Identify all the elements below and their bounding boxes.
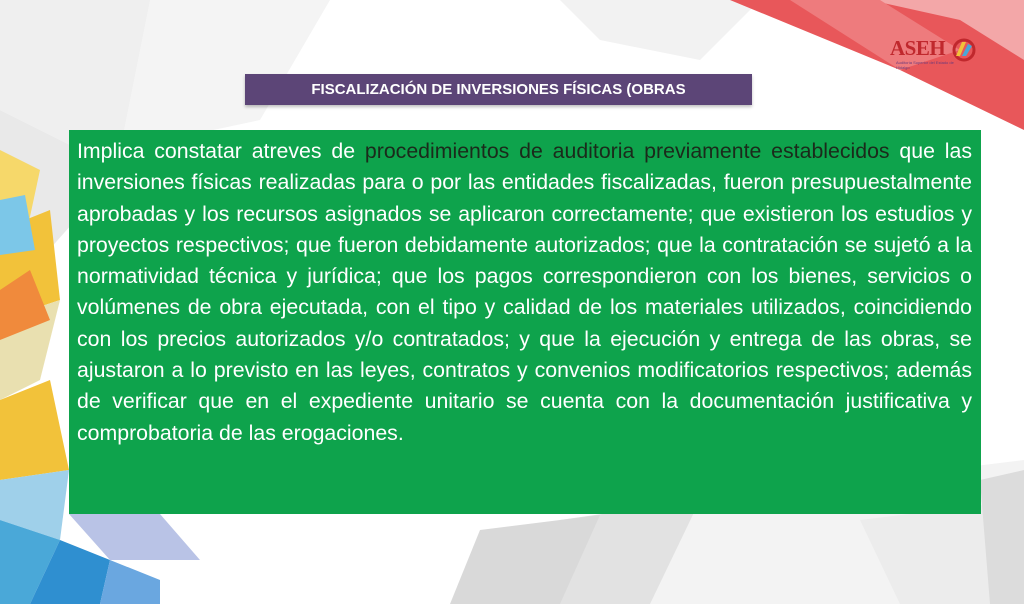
body-intro: Implica constatar atreves de xyxy=(77,139,365,163)
logo-subtitle: Auditoría Superior del Estado de Hidalgo xyxy=(896,60,954,70)
body-highlight: procedimientos de auditoria previamente establecidos xyxy=(364,139,890,163)
logo-name: ASEH xyxy=(890,36,946,60)
slide-title: FISCALIZACIÓN DE INVERSIONES FÍSICAS (OBRAS xyxy=(245,74,752,105)
aseh-logo xyxy=(890,36,990,80)
body-paragraph xyxy=(77,136,972,449)
body-rest: que las inversiones físicas realizadas para o por las entidades fiscalizadas, fueron presupuestalmente aprobadas y los recursos asignados se aplicaron correctamente; que existieron los estudios y proyectos respectivos; que fueron debidamente autorizados; que la contratación se sujetó a la normatividad técnica y jurídica; que los pagos correspondieron con los bienes, servicios o volúmenes de obra ejecutada, con el tipo y calidad de los materiales utilizados, coincidiendo con los precios autorizados y/o contratados; y que la ejecución y entrega de las obras, se ajustaron a lo previsto en las leyes, contratos y convenios modificatorios respectivos; además de verificar que en el expediente unitario se cuenta con la documentación justificativa y comprobatoria de las erogaciones. xyxy=(77,139,972,445)
logo-emblem-icon xyxy=(948,38,980,62)
content-panel xyxy=(69,130,981,514)
